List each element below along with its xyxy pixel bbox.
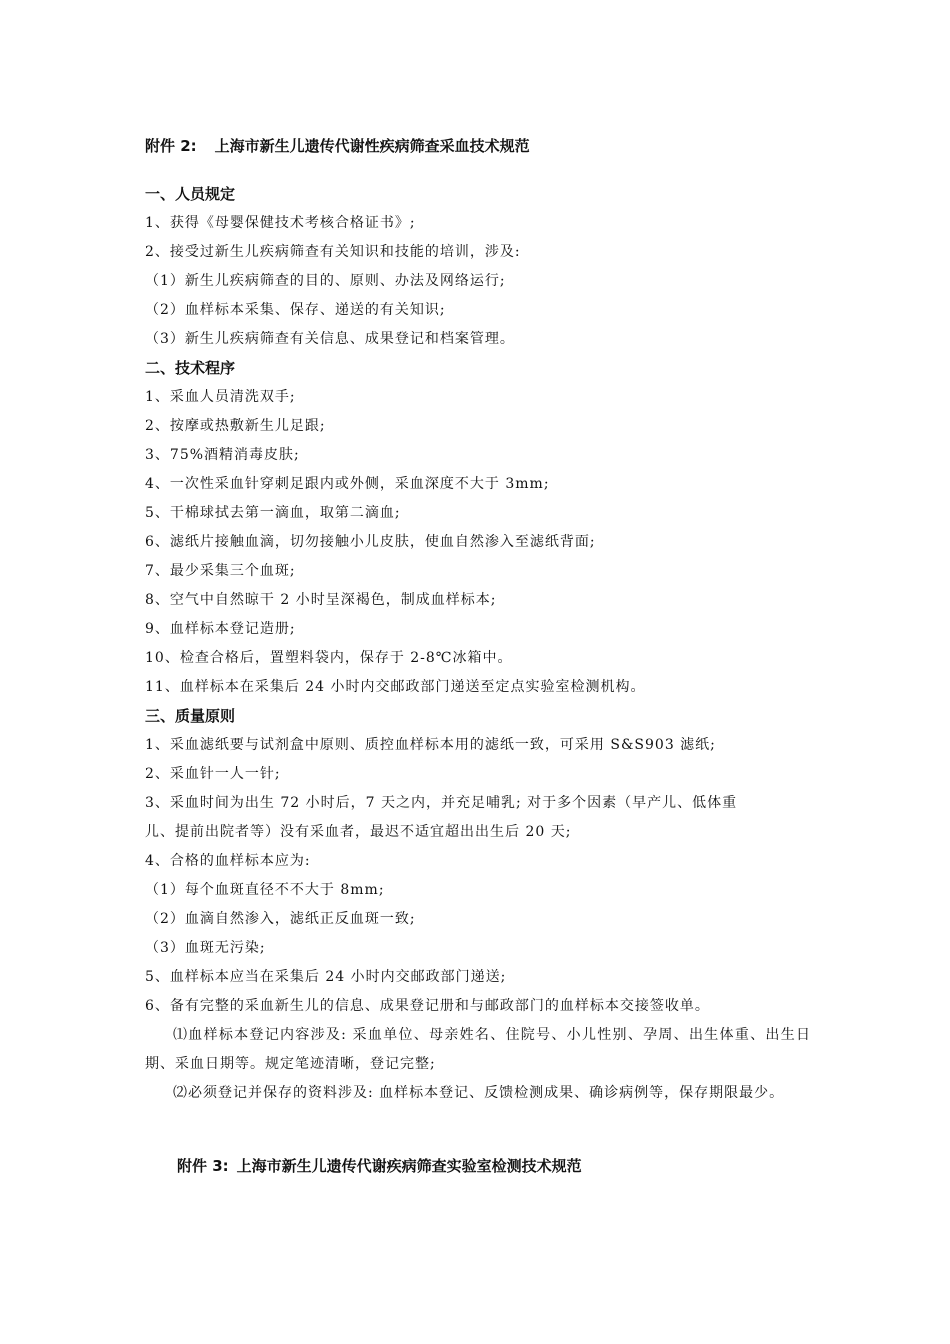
attachment-3-title bbox=[145, 1148, 811, 1184]
section-3-item: （3）血斑无污染; bbox=[145, 940, 266, 956]
section-1-item: （2）血样标本采集、保存、递送的有关知识; bbox=[145, 302, 446, 318]
section-1-heading: 一、人员规定 bbox=[145, 185, 236, 203]
section-3-item: 6、备有完整的采血新生儿的信息、成果登记册和与邮政部门的血样标本交接签收单。 bbox=[145, 998, 710, 1014]
section-1-item: 2、接受过新生儿疾病筛查有关知识和技能的培训，涉及: bbox=[145, 244, 521, 260]
section-2-item: 5、干棉球拭去第一滴血，取第二滴血; bbox=[145, 505, 401, 521]
attachment-3-title-text: 上海市新生儿遗传代谢疾病筛查实验室检测技术规范 bbox=[236, 1157, 582, 1175]
attachment-2-title-text: 上海市新生儿遗传代谢性疾病筛查采血技术规范 bbox=[214, 137, 530, 155]
section-2-item: 7、最少采集三个血斑; bbox=[145, 563, 296, 579]
section-1-item: 1、获得《母婴保健技术考核合格证书》; bbox=[145, 215, 416, 231]
section-3-heading: 三、质量原则 bbox=[145, 707, 236, 725]
section-3-paragraph: ⑴血样标本登记内容涉及: 采血单位、母亲姓名、住院号、小儿性别、孕周、出生体重、出生日期、采血日期等。规定笔迹清晰，登记完整; bbox=[145, 1027, 811, 1072]
section-3-item: 儿、提前出院者等）没有采血者，最迟不适宜超出出生后 20 天; bbox=[145, 824, 572, 840]
section-3-item: 4、合格的血样标本应为: bbox=[145, 853, 311, 869]
section-3-paragraph: ⑵必须登记并保存的资料涉及: 血样标本登记、反馈检测成果、确诊病例等，保存期限最少。 bbox=[173, 1085, 785, 1101]
section-2-item: 11、血样标本在采集后 24 小时内交邮政部门递送至定点实验室检测机构。 bbox=[145, 679, 646, 695]
section-3-item: （2）血滴自然渗入，滤纸正反血斑一致; bbox=[145, 911, 416, 927]
section-1-item: （1）新生儿疾病筛查的目的、原则、办法及网络运行; bbox=[145, 273, 506, 289]
section-2-item: 8、空气中自然晾干 2 小时呈深褐色，制成血样标本; bbox=[145, 592, 497, 608]
section-3-item: 2、采血针一人一针; bbox=[145, 766, 281, 782]
section-2-item: 9、血样标本登记造册; bbox=[145, 621, 296, 637]
section-2-item: 10、检查合格后，置塑料袋内，保存于 2-8℃冰箱中。 bbox=[145, 650, 513, 666]
section-2-item: 2、按摩或热敷新生儿足跟; bbox=[145, 418, 326, 434]
attachment-2-label: 附件 2: bbox=[145, 137, 197, 155]
section-2-item: 4、一次性采血针穿刺足跟内或外侧，采血深度不大于 3mm; bbox=[145, 476, 550, 492]
section-2-heading: 二、技术程序 bbox=[145, 359, 236, 377]
attachment-3-label: 附件 3: bbox=[177, 1157, 229, 1175]
section-3-item: 1、采血滤纸要与试剂盒中原则、质控血样标本用的滤纸一致，可采用 S&S903 滤纸; bbox=[145, 737, 716, 753]
section-3-item: 5、血样标本应当在采集后 24 小时内交邮政部门递送; bbox=[145, 969, 507, 985]
section-2-item: 3、75%酒精消毒皮肤; bbox=[145, 447, 300, 463]
section-2-item: 6、滤纸片接触血滴，切勿接触小儿皮肤，使血自然渗入至滤纸背面; bbox=[145, 534, 596, 550]
section-1-item: （3）新生儿疾病筛查有关信息、成果登记和档案管理。 bbox=[145, 331, 515, 347]
section-2-item: 1、采血人员清洗双手; bbox=[145, 389, 296, 405]
attachment-2-title bbox=[145, 128, 811, 164]
section-3-item: 3、采血时间为出生 72 小时后，7 天之内，并充足哺乳; 对于多个因素（早产儿、低体重 bbox=[145, 795, 738, 811]
section-3-item: （1）每个血斑直径不不大于 8mm; bbox=[145, 882, 385, 898]
document-page bbox=[145, 128, 811, 1184]
